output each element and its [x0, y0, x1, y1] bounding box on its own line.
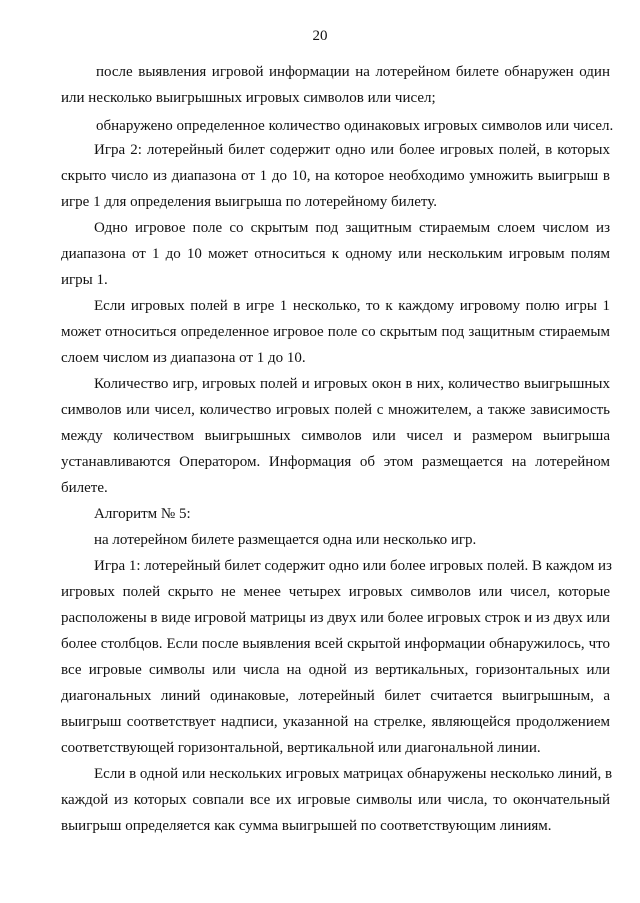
text-line: слоем числом из диапазона от 1 до 10.	[61, 350, 306, 366]
text-line: Алгоритм № 5:	[94, 506, 191, 522]
text-line: может относиться определенное игровое поле со скрытым под защитным стираемым	[61, 324, 610, 340]
text-line: каждой из которых совпали все их игровые символы или числа, то окончательный	[61, 792, 610, 808]
text-line: выигрыш определяется как сумма выигрышей по соответствующим линиям.	[61, 818, 552, 834]
text-line: Игра 2: лотерейный билет содержит одно или более игровых полей, в которых	[94, 142, 610, 158]
text-line: игровых полей скрыто не менее четырех игровых символов или чисел, которые	[61, 584, 610, 600]
text-line: все игровые символы или числа на одной из вертикальных, горизонтальных или	[61, 662, 610, 678]
text-line: после выявления игровой информации на лотерейном билете обнаружен один	[96, 64, 610, 80]
text-line: на лотерейном билете размещается одна или несколько игр.	[94, 532, 477, 548]
text-line: Одно игровое поле со скрытым под защитным стираемым слоем числом из	[94, 220, 610, 236]
text-line: или несколько выигрышных игровых символов или чисел;	[61, 90, 436, 106]
text-line: между количеством выигрышных символов или чисел и размером выигрыша	[61, 428, 610, 444]
text-line: билете.	[61, 480, 108, 496]
text-line: соответствующей горизонтальной, вертикальной или диагональной линии.	[61, 740, 541, 756]
text-line: Количество игр, игровых полей и игровых окон в них, количество выигрышных	[94, 376, 610, 392]
text-line: диагональных линий одинаковые, лотерейный билет считается выигрышным, а	[61, 688, 610, 704]
text-line: расположены в виде игровой матрицы из двух или более игровых строк и из двух или	[61, 610, 611, 626]
text-line: игре 1 для определения выигрыша по лотерейному билету.	[61, 194, 437, 210]
text-line: выигрыш соответствует надписи, указанной на стрелке, являющейся продолжением	[61, 714, 610, 730]
text-line: более столбцов. Если после выявления всей скрытой информации обнаружилось, что	[61, 636, 610, 652]
text-line: Если в одной или нескольких игровых матрицах обнаружены несколько линий, в	[94, 766, 613, 782]
text-line: обнаружено определенное количество одинаковых игровых символов или чисел.	[96, 118, 614, 134]
text-line: символов или чисел, количество игровых полей с множителем, а также зависимость	[61, 402, 610, 418]
text-line: Если игровых полей в игре 1 несколько, то к каждому игровому полю игры 1	[94, 298, 610, 314]
page-number: 20	[312, 28, 328, 44]
text-line: игры 1.	[61, 272, 108, 288]
text-line: скрыто число из диапазона от 1 до 10, на которое необходимо умножить выигрыш в	[61, 168, 610, 184]
text-line: диапазона от 1 до 10 может относиться к одному или нескольким игровым полям	[61, 246, 610, 262]
text-line: Игра 1: лотерейный билет содержит одно или более игровых полей. В каждом из	[94, 558, 612, 574]
text-line: устанавливаются Оператором. Информация об этом размещается на лотерейном	[61, 454, 610, 470]
